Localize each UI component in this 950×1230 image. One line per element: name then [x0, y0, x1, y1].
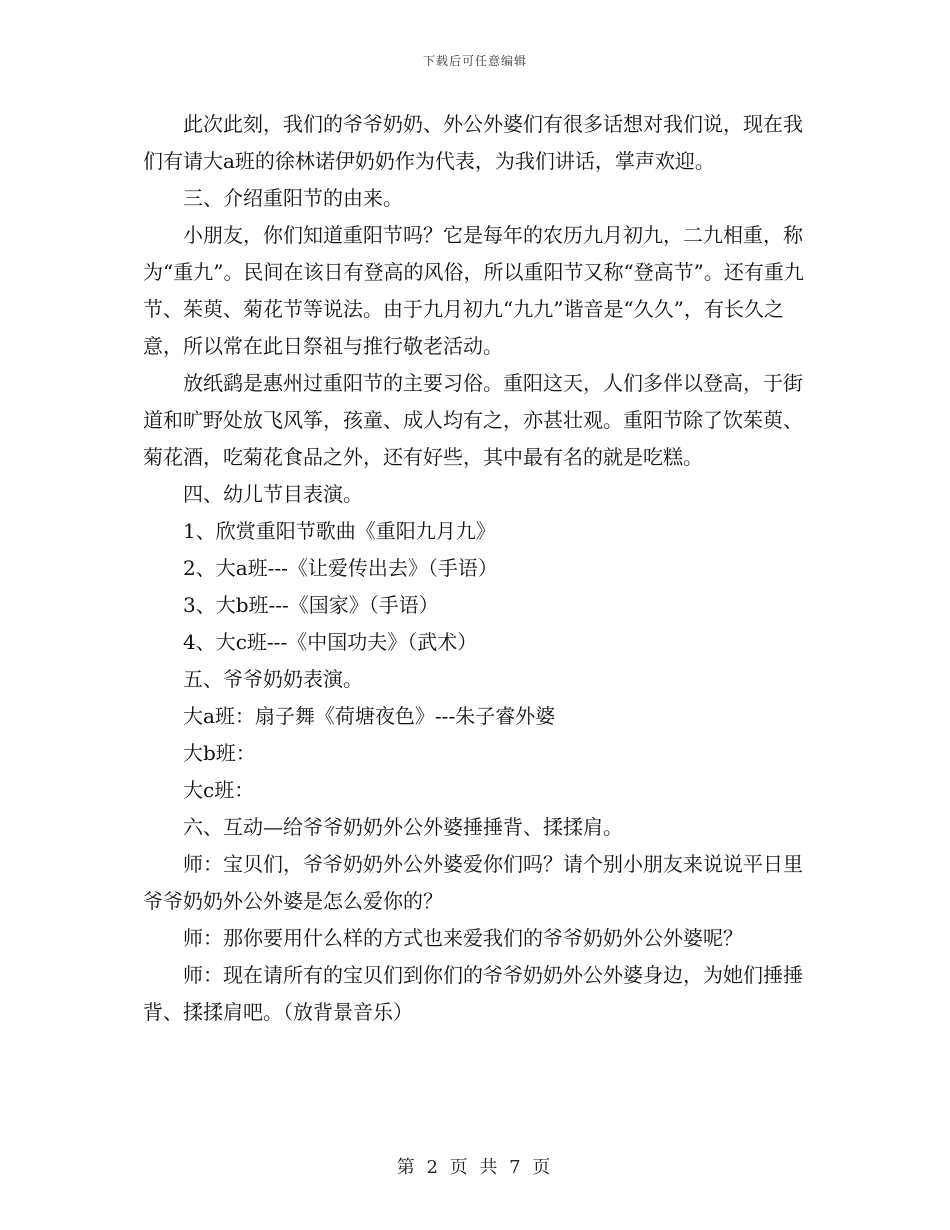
program-item-1: 1、欣赏重阳节歌曲《重阳九月九》	[183, 519, 496, 543]
teacher-line-1: 师：宝贝们，爷爷奶奶外公外婆爱你们吗？请个别小朋友来说说平日里爷爷奶奶外公外婆是怎么爱你的？	[143, 852, 803, 913]
section-heading-5: 五、爷爷奶奶表演。	[183, 667, 363, 691]
section-heading-6: 六、互动—给爷爷奶奶外公外婆捶捶背、揉揉肩。	[183, 815, 623, 839]
paragraph-intro: 此次此刻，我们的爷爷奶奶、外公外婆们有很多话想对我们说，现在我们有请大a班的徐林诺伊奶奶作为代表，为我们讲话，掌声欢迎。	[143, 112, 803, 173]
grandparent-show-c: 大c班：	[183, 778, 255, 802]
paragraph-custom: 放纸鹞是惠州过重阳节的主要习俗。重阳这天，人们多伴以登高，于街道和旷野处放飞风筝，孩童、成人均有之，亦甚壮观。重阳节除了饮茱萸、菊花酒，吃菊花食品之外，还有好些，其中最有名的就是吃糕。	[143, 371, 803, 469]
page-header: 下载后可任意编辑	[422, 54, 527, 68]
document-body	[143, 106, 808, 1031]
program-item-3: 3、大b班---《国家》（手语）	[183, 593, 439, 617]
program-item-4: 4、大c班---《中国功夫》（武术）	[183, 630, 478, 654]
page-number: 第 2 页 共 7 页	[396, 1157, 554, 1178]
section-heading-3: 三、介绍重阳节的由来。	[183, 186, 403, 210]
grandparent-show-b: 大b班：	[183, 741, 256, 765]
teacher-line-2: 师：那你要用什么样的方式也来爱我们的爷爷奶奶外公外婆呢？	[183, 926, 743, 950]
grandparent-show-a: 大a班：扇子舞《荷塘夜色》---朱子睿外婆	[183, 704, 556, 728]
program-item-2: 2、大a班---《让爱传出去》（手语）	[183, 556, 498, 580]
paragraph-origin: 小朋友，你们知道重阳节吗？它是每年的农历九月初九，二九相重，称为“重九”。民间在该日有登高的风俗，所以重阳节又称“登高节”。还有重九节、茱萸、菊花节等说法。由于九月初九“九九”谐音是“久久”，有长久之意，所以常在此日祭祖与推行敬老活动。	[143, 223, 804, 358]
section-heading-4: 四、幼儿节目表演。	[183, 482, 363, 506]
teacher-line-3: 师：现在请所有的宝贝们到你们的爷爷奶奶外公外婆身边，为她们捶捶背、揉揉肩吧。（放背景音乐）	[143, 963, 803, 1024]
